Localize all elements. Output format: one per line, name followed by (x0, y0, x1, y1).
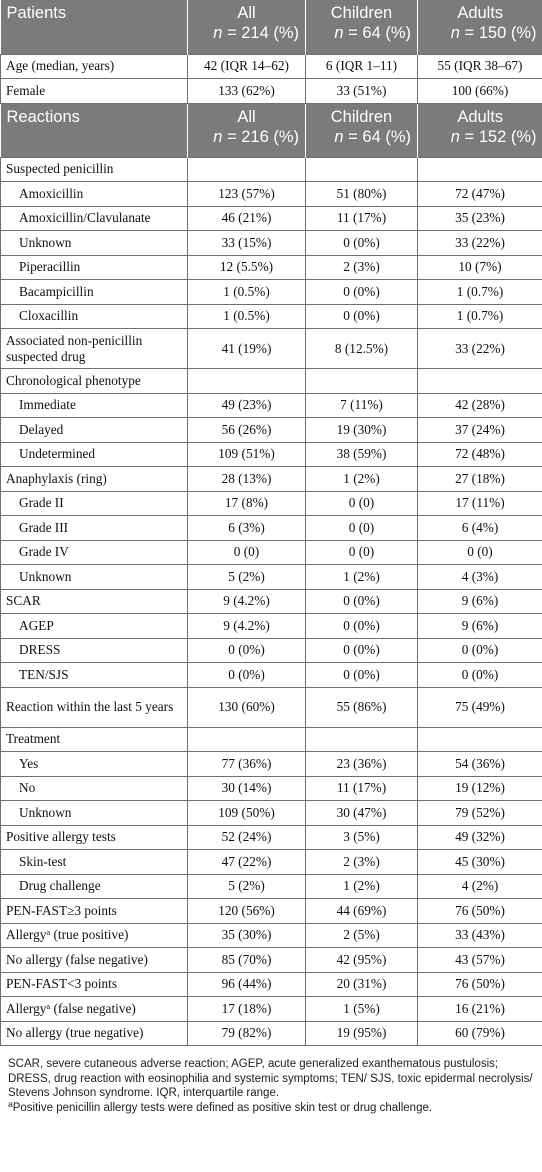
row-label (1, 997, 188, 1022)
cell-all: 109 (51%) (188, 442, 306, 467)
section-header-label: Patients (1, 0, 188, 54)
row-label-text: Grade II (19, 495, 64, 511)
cell-all: 46 (21%) (188, 206, 306, 231)
cell-all: 42 (IQR 14–62) (188, 54, 306, 79)
cell-adults: 49 (32%) (418, 825, 542, 850)
cell-all: 0 (0%) (188, 638, 306, 663)
row-label-text: Allergy (6, 927, 47, 943)
row-label-text: Positive allergy tests (6, 829, 116, 845)
row-label (1, 565, 188, 590)
table-row (1, 442, 542, 467)
row-label-text: No allergy (true negative) (6, 1025, 144, 1041)
cell-adults: 45 (30%) (418, 850, 542, 875)
row-label-text: Associated non-penicillin suspected drug (6, 332, 143, 364)
table-row (1, 540, 542, 565)
cell-children: 0 (0%) (306, 638, 418, 663)
row-label (1, 491, 188, 516)
table-row (1, 54, 542, 79)
cell-all: 130 (60%) (188, 687, 306, 727)
cell-all: 1 (0.5%) (188, 304, 306, 329)
row-label (1, 418, 188, 443)
table-row (1, 776, 542, 801)
row-label-text: Reaction within the last 5 years (6, 699, 174, 714)
cell-all: 133 (62%) (188, 79, 306, 104)
column-title: Adults (457, 4, 504, 22)
cell-adults (418, 369, 542, 394)
row-label (1, 540, 188, 565)
cell-children: 2 (3%) (306, 850, 418, 875)
row-label-text: AGEP (19, 617, 54, 633)
column-count: = 150 (%) (464, 24, 537, 42)
footnote-marker: a (46, 927, 51, 938)
cell-adults: 9 (6%) (418, 614, 542, 639)
cell-adults: 19 (12%) (418, 776, 542, 801)
column-header (188, 103, 306, 157)
row-label-text: Female (6, 82, 46, 98)
column-header (306, 103, 418, 157)
cell-adults: 0 (0) (418, 540, 542, 565)
row-label (1, 516, 188, 541)
column-n-symbol: n (334, 127, 344, 146)
table-row (1, 231, 542, 256)
cell-children: 7 (11%) (306, 393, 418, 418)
cell-adults: 35 (23%) (418, 206, 542, 231)
cell-all: 9 (4.2%) (188, 589, 306, 614)
table-row (1, 801, 542, 826)
cell-all: 30 (14%) (188, 776, 306, 801)
abbreviations-note: SCAR, severe cutaneous adverse reaction; AGEP, acute generalized exanthematous pustulosis; DRESS, drug reaction with eosinophilia and systemic symptoms; TEN/ SJS, toxic epidermal necrolysis/ Stevens Johnson syndrome. IQR, interquartile range. (8, 1058, 533, 1099)
row-label (1, 801, 188, 826)
cell-adults: 72 (47%) (418, 182, 542, 207)
row-label-text: Grade III (19, 519, 69, 535)
table-row (1, 899, 542, 924)
row-label (1, 850, 188, 875)
cell-all: 0 (0%) (188, 663, 306, 688)
cell-adults: 33 (43%) (418, 923, 542, 948)
cell-children: 6 (IQR 1–11) (306, 54, 418, 79)
cell-all (188, 369, 306, 394)
table-row (1, 393, 542, 418)
cell-all: 85 (70%) (188, 948, 306, 973)
row-label (1, 231, 188, 256)
table-row (1, 874, 542, 899)
row-label-rest: (false negative) (50, 1000, 136, 1016)
row-label-text: Skin-test (19, 853, 67, 869)
table-row (1, 997, 542, 1022)
cell-children: 0 (0%) (306, 280, 418, 305)
table-row (1, 157, 542, 182)
row-label-text: Unknown (19, 804, 72, 820)
cell-all: 28 (13%) (188, 467, 306, 492)
cell-all (188, 157, 306, 182)
row-label-text: Immediate (19, 397, 76, 413)
cell-adults: 16 (21%) (418, 997, 542, 1022)
column-header (418, 0, 542, 54)
cell-adults: 1 (0.7%) (418, 304, 542, 329)
cell-all: 5 (2%) (188, 874, 306, 899)
cell-adults: 76 (50%) (418, 972, 542, 997)
table-row (1, 304, 542, 329)
table-row (1, 638, 542, 663)
column-title: Adults (457, 107, 504, 126)
cell-adults: 75 (49%) (418, 687, 542, 727)
cell-children: 19 (95%) (306, 1021, 418, 1046)
cell-children (306, 727, 418, 752)
cell-children: 1 (2%) (306, 565, 418, 590)
table-row (1, 687, 542, 727)
table-row (1, 280, 542, 305)
row-label-text: Amoxicillin (19, 185, 84, 201)
row-label (1, 727, 188, 752)
cell-children: 1 (5%) (306, 997, 418, 1022)
cell-children: 0 (0%) (306, 304, 418, 329)
column-n-symbol: n (450, 127, 460, 146)
cell-children: 8 (12.5%) (306, 329, 418, 369)
cell-all: 0 (0) (188, 540, 306, 565)
cell-adults: 1 (0.7%) (418, 280, 542, 305)
row-label-text: Age (median, years) (6, 58, 115, 74)
row-label (1, 874, 188, 899)
row-label (1, 280, 188, 305)
cell-children: 1 (2%) (306, 874, 418, 899)
cell-all: 17 (18%) (188, 997, 306, 1022)
cell-adults: 76 (50%) (418, 899, 542, 924)
cell-all: 49 (23%) (188, 393, 306, 418)
table-row (1, 516, 542, 541)
cell-adults: 60 (79%) (418, 1021, 542, 1046)
cell-children: 0 (0%) (306, 663, 418, 688)
row-label-text: Piperacillin (19, 259, 81, 275)
cell-adults: 43 (57%) (418, 948, 542, 973)
cell-adults: 54 (36%) (418, 752, 542, 777)
table-row (1, 255, 542, 280)
row-label-text: Suspected penicillin (6, 161, 114, 177)
row-label (1, 687, 188, 727)
cell-children (306, 157, 418, 182)
row-label (1, 442, 188, 467)
cell-children: 0 (0%) (306, 589, 418, 614)
cell-all: 77 (36%) (188, 752, 306, 777)
row-label-text: Treatment (6, 731, 61, 747)
row-label-text: Anaphylaxis (ring) (6, 470, 107, 486)
table-row (1, 491, 542, 516)
cell-children: 1 (2%) (306, 467, 418, 492)
patients-header-row (1, 0, 542, 54)
row-label-text: No allergy (false negative) (6, 951, 148, 967)
cell-adults (418, 157, 542, 182)
cell-adults: 0 (0%) (418, 638, 542, 663)
section-header-label: Reactions (1, 103, 188, 157)
cell-all (188, 727, 306, 752)
table-row (1, 614, 542, 639)
cell-adults: 37 (24%) (418, 418, 542, 443)
cell-children: 42 (95%) (306, 948, 418, 973)
column-n-symbol: n (213, 127, 223, 146)
cell-all: 56 (26%) (188, 418, 306, 443)
row-label (1, 899, 188, 924)
table-row (1, 369, 542, 394)
cell-all: 52 (24%) (188, 825, 306, 850)
table-row (1, 850, 542, 875)
row-label (1, 304, 188, 329)
row-label (1, 752, 188, 777)
cell-adults: 33 (22%) (418, 231, 542, 256)
column-title: All (237, 107, 256, 126)
row-label (1, 638, 188, 663)
row-label (1, 393, 188, 418)
row-label-text: Unknown (19, 568, 72, 584)
cell-children: 0 (0) (306, 491, 418, 516)
cell-adults: 72 (48%) (418, 442, 542, 467)
cell-adults: 27 (18%) (418, 467, 542, 492)
footnote-marker: a (46, 1000, 51, 1011)
row-label-text: Allergy (6, 1000, 47, 1016)
column-header (306, 0, 418, 54)
cell-all: 35 (30%) (188, 923, 306, 948)
table-row (1, 182, 542, 207)
row-label-text: PEN-FAST≥3 points (6, 902, 117, 918)
cell-all: 1 (0.5%) (188, 280, 306, 305)
row-label (1, 329, 188, 369)
positive-test-note (8, 1098, 538, 1116)
cell-adults: 4 (3%) (418, 565, 542, 590)
cell-adults: 55 (IQR 38–67) (418, 54, 542, 79)
row-label-text: SCAR (6, 593, 41, 609)
row-label-text: Undetermined (19, 446, 96, 462)
cell-all: 41 (19%) (188, 329, 306, 369)
row-label-text: Amoxicillin/Clavulanate (19, 210, 151, 226)
row-label (1, 923, 188, 948)
row-label (1, 467, 188, 492)
table-body (1, 0, 542, 1046)
row-label (1, 614, 188, 639)
row-label (1, 369, 188, 394)
cell-adults: 42 (28%) (418, 393, 542, 418)
table-row (1, 589, 542, 614)
row-label (1, 182, 188, 207)
row-label-text: Bacampicillin (19, 283, 94, 299)
cell-children (306, 369, 418, 394)
row-label (1, 54, 188, 79)
table-row (1, 825, 542, 850)
row-label (1, 663, 188, 688)
table-row (1, 565, 542, 590)
cell-adults: 4 (2%) (418, 874, 542, 899)
cell-children: 51 (80%) (306, 182, 418, 207)
table-row (1, 972, 542, 997)
table-row (1, 467, 542, 492)
cell-adults (418, 727, 542, 752)
row-label (1, 255, 188, 280)
cell-children: 19 (30%) (306, 418, 418, 443)
cell-children: 3 (5%) (306, 825, 418, 850)
column-n-symbol: n (213, 24, 223, 42)
cell-children: 23 (36%) (306, 752, 418, 777)
cell-children: 0 (0%) (306, 614, 418, 639)
cell-adults: 33 (22%) (418, 329, 542, 369)
footnote-marker: a (8, 1098, 13, 1109)
cell-all: 79 (82%) (188, 1021, 306, 1046)
cell-all: 17 (8%) (188, 491, 306, 516)
cell-adults: 6 (4%) (418, 516, 542, 541)
cell-children: 44 (69%) (306, 899, 418, 924)
table-row (1, 752, 542, 777)
footnotes (0, 1046, 542, 1115)
column-count: = 64 (%) (348, 24, 411, 42)
cell-children: 33 (51%) (306, 79, 418, 104)
row-label (1, 776, 188, 801)
cell-adults: 79 (52%) (418, 801, 542, 826)
cell-children: 2 (3%) (306, 255, 418, 280)
table-row (1, 206, 542, 231)
row-label (1, 79, 188, 104)
row-label-text: Cloxacillin (19, 308, 79, 324)
column-count: = 216 (%) (227, 127, 299, 146)
cell-children: 30 (47%) (306, 801, 418, 826)
cell-adults: 100 (66%) (418, 79, 542, 104)
cell-all: 33 (15%) (188, 231, 306, 256)
footnote-text: Positive penicillin allergy tests were defined as positive skin test or drug challenge. (12, 1101, 433, 1114)
row-label-rest: (true positive) (50, 927, 129, 943)
cell-children: 20 (31%) (306, 972, 418, 997)
row-label (1, 972, 188, 997)
cell-all: 5 (2%) (188, 565, 306, 590)
cell-children: 0 (0) (306, 540, 418, 565)
cell-adults: 17 (11%) (418, 491, 542, 516)
row-label-text: Grade IV (19, 544, 69, 560)
row-label (1, 206, 188, 231)
cell-all: 47 (22%) (188, 850, 306, 875)
row-label-text: Delayed (19, 421, 64, 437)
row-label (1, 157, 188, 182)
row-label-text: Chronological phenotype (6, 372, 141, 388)
column-count: = 152 (%) (464, 127, 537, 146)
column-title: All (237, 4, 256, 22)
column-header (188, 0, 306, 54)
column-header (418, 103, 542, 157)
cell-children: 0 (0%) (306, 231, 418, 256)
column-n-symbol: n (334, 24, 344, 42)
cell-all: 12 (5.5%) (188, 255, 306, 280)
table-row (1, 948, 542, 973)
cell-children: 11 (17%) (306, 776, 418, 801)
cell-children: 2 (5%) (306, 923, 418, 948)
cell-adults: 10 (7%) (418, 255, 542, 280)
column-count: = 214 (%) (227, 24, 299, 42)
row-label-text: DRESS (19, 642, 61, 658)
column-n-symbol: n (450, 24, 460, 42)
cell-all: 109 (50%) (188, 801, 306, 826)
table-row (1, 329, 542, 369)
row-label (1, 589, 188, 614)
cell-all: 6 (3%) (188, 516, 306, 541)
column-title: Children (330, 107, 393, 126)
cell-all: 123 (57%) (188, 182, 306, 207)
row-label (1, 948, 188, 973)
row-label-text: No (19, 780, 36, 796)
column-count: = 64 (%) (348, 127, 411, 146)
column-title: Children (330, 4, 393, 22)
table-row (1, 418, 542, 443)
cell-all: 120 (56%) (188, 899, 306, 924)
reactions-header-row (1, 103, 542, 157)
row-label-text: Yes (19, 755, 39, 771)
row-label (1, 825, 188, 850)
table-row (1, 79, 542, 104)
cell-all: 96 (44%) (188, 972, 306, 997)
table-row (1, 727, 542, 752)
cell-children: 11 (17%) (306, 206, 418, 231)
row-label-text: Drug challenge (19, 878, 101, 894)
table-row (1, 1021, 542, 1046)
cell-children: 38 (59%) (306, 442, 418, 467)
row-label-text: PEN-FAST<3 points (6, 976, 118, 992)
cell-all: 9 (4.2%) (188, 614, 306, 639)
cell-adults: 9 (6%) (418, 589, 542, 614)
row-label (1, 1021, 188, 1046)
table-row (1, 663, 542, 688)
cell-children: 0 (0) (306, 516, 418, 541)
cell-adults: 0 (0%) (418, 663, 542, 688)
row-label-text: Unknown (19, 234, 72, 250)
cell-children: 55 (86%) (306, 687, 418, 727)
table-row (1, 923, 542, 948)
row-label-text: TEN/SJS (19, 666, 69, 682)
